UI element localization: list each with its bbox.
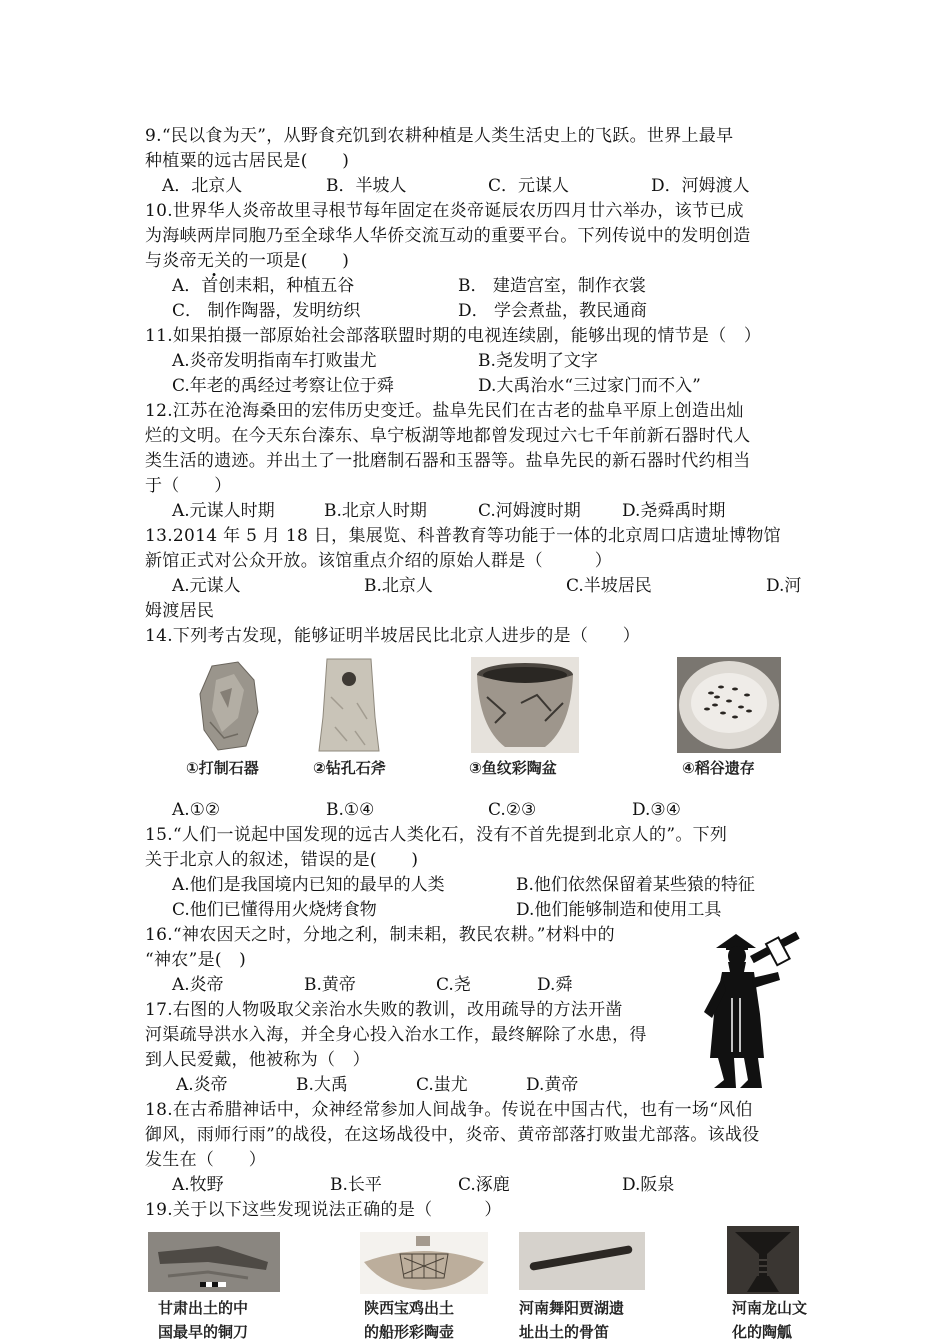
q10-emphasis-wuguan: 无关	[196, 251, 232, 271]
q15-option-b[interactable]: B.他们依然保留着某些猿的特征	[516, 875, 755, 895]
q19-caption-1-line2: 国最早的铜刀	[158, 1323, 249, 1341]
q14-option-c[interactable]: C.②③	[488, 800, 537, 820]
q10-option-c[interactable]: C． 制作陶器，发明纺织	[172, 301, 361, 321]
q13-option-a[interactable]: A.元谋人	[172, 576, 241, 596]
q17-option-a[interactable]: A.炎帝	[176, 1075, 228, 1095]
drilled-stone-axe-image	[317, 657, 381, 753]
q14-caption-1: ①打制石器	[186, 759, 259, 777]
q11-option-b[interactable]: B.尧发明了文字	[478, 351, 598, 371]
q13-option-b[interactable]: B.北京人	[364, 576, 433, 596]
q12-option-b[interactable]: B.北京人时期	[324, 501, 427, 521]
q13-option-c[interactable]: C.半坡居民	[566, 576, 652, 596]
q10-stem-text-a: 与炎帝	[145, 251, 197, 271]
q18-stem-line1: 18.在古希腊神话中，众神经常参加人间战争。传说在中国古代，也有一场“风伯	[145, 1100, 753, 1120]
q14-stem: 14.下列考古发现，能够证明半坡居民比北京人进步的是（ ）	[145, 626, 641, 646]
q19-caption-2	[364, 1296, 489, 1344]
q13-stem-line1: 13.2014 年 5 月 18 日，集展览、科普教育等功能于一体的北京周口店遗址博物馆	[145, 526, 781, 546]
q19-caption-3	[519, 1296, 659, 1344]
q19-caption-3-line2: 址出土的骨笛	[519, 1323, 610, 1341]
q19-caption-4	[732, 1296, 842, 1344]
q13-option-d-wrap: 姆渡居民	[145, 601, 215, 621]
pottery-gu-image	[727, 1226, 799, 1294]
q10-stem-line1: 10.世界华人炎帝故里寻根节每年固定在炎帝诞辰农历四月廿六举办，该节已成	[145, 201, 744, 221]
q16-option-a[interactable]: A.炎帝	[172, 975, 224, 995]
q15-option-c[interactable]: C.他们已懂得用火烧烤食物	[172, 900, 377, 920]
q16-option-d[interactable]: D.舜	[537, 975, 573, 995]
q14-option-a[interactable]: A.①②	[172, 800, 221, 820]
q18-stem-line3: 发生在（ ）	[145, 1150, 267, 1170]
q11-stem: 11.如果拍摄一部原始社会部落联盟时期的电视连续剧，能够出现的情节是（ ）	[145, 326, 762, 346]
q12-option-c[interactable]: C.河姆渡时期	[478, 501, 581, 521]
q10-stem-line2: 为海峡两岸同胞乃至全球华人华侨交流互动的重要平台。下列传说中的发明创造	[145, 226, 751, 246]
q16-stem-line1: 16.“神农因天之时，分地之利，制耒耜，教民农耕。”材料中的	[145, 925, 615, 945]
q17-option-c[interactable]: C.蚩尤	[416, 1075, 468, 1095]
q9-stem-line1: 9.“民以食为天”，从野食充饥到农耕种植是人类生活史上的飞跃。世界上最早	[145, 126, 734, 146]
q15-stem-line2: 关于北京人的叙述，错误的是( )	[145, 850, 419, 870]
q17-stem-line2: 河渠疏导洪水入海，并全身心投入治水工作，最终解除了水患，得	[145, 1025, 647, 1045]
q12-stem-line1: 12.江苏在沧海桑田的宏伟历史变迁。盐阜先民们在古老的盐阜平原上创造出灿	[145, 401, 744, 421]
q10-option-a[interactable]: A．首创耒耜，种植五谷	[172, 276, 355, 296]
q14-caption-3: ③鱼纹彩陶盆	[469, 759, 557, 777]
q19-caption-4-line1: 河南龙山文	[732, 1299, 808, 1317]
q9-stem-line2: 种植粟的远古居民是( )	[145, 151, 350, 171]
q18-option-a[interactable]: A.牧野	[172, 1175, 224, 1195]
q12-option-a[interactable]: A.元谋人时期	[172, 501, 275, 521]
q18-option-d[interactable]: D.阪泉	[622, 1175, 675, 1195]
q10-stem-text-b: 的一项是( )	[231, 251, 350, 271]
q10-stem-line3	[145, 249, 349, 273]
q9-option-a[interactable]: A．北京人	[162, 176, 243, 196]
q18-stem-line2: 御风，雨师行雨”的战役，在这场战役中，炎帝、黄帝部落打败蚩尤部落。该战役	[145, 1125, 760, 1145]
q9-option-b[interactable]: B．半坡人	[326, 176, 407, 196]
bronze-knife-image	[148, 1232, 280, 1292]
q19-caption-3-line1: 河南舞阳贾湖遗	[519, 1299, 625, 1317]
q17-stem-line1: 17.右图的人物吸取父亲治水失败的教训，改用疏导的方法开凿	[145, 1000, 623, 1020]
q12-stem-line4: 于（ ）	[145, 476, 232, 496]
q18-option-c[interactable]: C.涿鹿	[458, 1175, 510, 1195]
q19-caption-1-line1: 甘肃出土的中	[158, 1299, 249, 1317]
q19-caption-2-line2: 的船形彩陶壶	[364, 1323, 455, 1341]
q18-option-b[interactable]: B.长平	[330, 1175, 382, 1195]
q19-caption-4-line2: 化的陶觚	[732, 1323, 793, 1341]
q15-option-d[interactable]: D.他们能够制造和使用工具	[516, 900, 722, 920]
q11-option-c[interactable]: C.年老的禹经过考察让位于舜	[172, 376, 394, 396]
q14-option-d[interactable]: D.③④	[632, 800, 681, 820]
q14-option-b[interactable]: B.①④	[326, 800, 375, 820]
q17-option-d[interactable]: D.黄帝	[526, 1075, 579, 1095]
q15-option-a[interactable]: A.他们是我国境内已知的最早的人类	[172, 875, 445, 895]
boat-shaped-painted-pot-image	[360, 1232, 488, 1294]
q19-caption-2-line1: 陕西宝鸡出土	[364, 1299, 455, 1317]
q14-caption-4: ④稻谷遗存	[682, 759, 755, 777]
rice-grain-remains-image	[677, 657, 781, 753]
q14-caption-2: ②钻孔石斧	[313, 759, 386, 777]
q16-option-b[interactable]: B.黄帝	[304, 975, 356, 995]
q17-stem-line3: 到人民爱戴，他被称为（ ）	[145, 1050, 370, 1070]
q13-stem-line2: 新馆正式对公众开放。该馆重点介绍的原始人群是（ ）	[145, 551, 613, 571]
da-yu-figure-image	[692, 928, 804, 1093]
q9-option-c[interactable]: C．元谋人	[488, 176, 570, 196]
q17-option-b[interactable]: B.大禹	[296, 1075, 348, 1095]
q9-option-d[interactable]: D．河姆渡人	[651, 176, 750, 196]
q19-caption-1	[158, 1296, 283, 1344]
q10-option-b[interactable]: B． 建造宫室，制作衣裳	[458, 276, 646, 296]
q12-stem-line3: 类生活的遗迹。并出土了一批磨制石器和玉器等。盐阜先民的新石器时代约相当	[145, 451, 751, 471]
q11-option-a[interactable]: A.炎帝发明指南车打败蚩尤	[172, 351, 377, 371]
q13-option-d[interactable]: D.河	[766, 576, 802, 596]
q10-option-d[interactable]: D． 学会煮盐，教民通商	[458, 301, 648, 321]
bone-flute-image	[519, 1232, 645, 1290]
q11-option-d[interactable]: D.大禹治水“三过家门而不入”	[478, 376, 701, 396]
q19-stem: 19.关于以下这些发现说法正确的是（ ）	[145, 1200, 502, 1220]
q12-stem-line2: 烂的文明。在今天东台溱东、阜宁板湖等地都曾发现过六七千年前新石器时代人	[145, 426, 751, 446]
fish-pattern-painted-pot-image	[471, 657, 579, 753]
q12-option-d[interactable]: D.尧舜禹时期	[622, 501, 726, 521]
q15-stem-line1: 15.“人们一说起中国发现的远古人类化石，没有不首先提到北京人的”。下列	[145, 825, 728, 845]
q16-option-c[interactable]: C.尧	[436, 975, 471, 995]
chipped-stone-tool-image	[198, 660, 260, 752]
q16-stem-line2: “神农”是( )	[145, 950, 247, 970]
